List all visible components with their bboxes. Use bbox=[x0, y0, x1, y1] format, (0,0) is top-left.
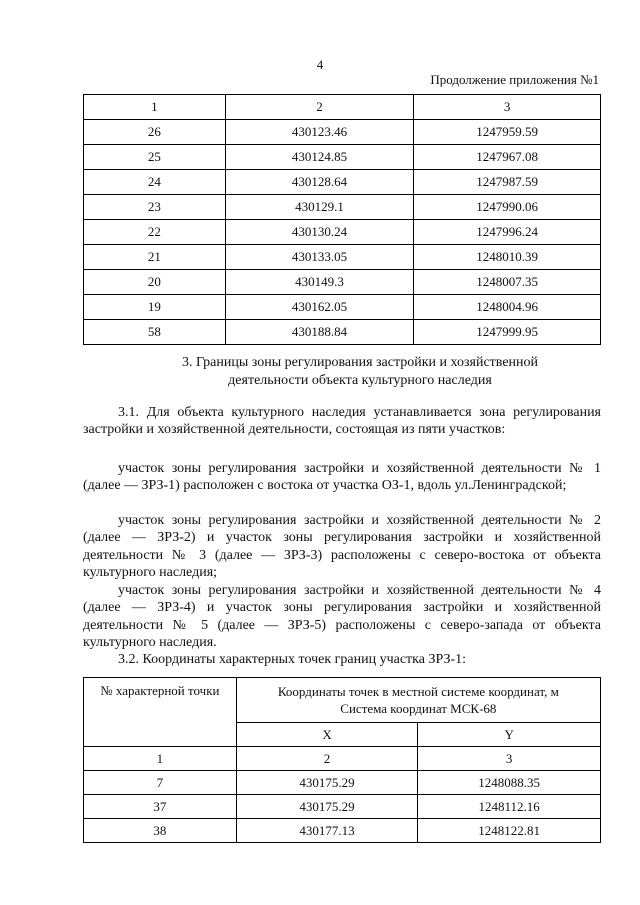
table-cell: 430149.3 bbox=[225, 270, 414, 295]
table-cell: 1247959.59 bbox=[414, 120, 601, 145]
table-row bbox=[84, 145, 601, 170]
table-cell: 1247996.24 bbox=[414, 220, 601, 245]
table-cell: 38 bbox=[84, 819, 237, 843]
paragraph-3-1 bbox=[83, 404, 601, 439]
table-row bbox=[84, 320, 601, 345]
table-cell: 1248007.35 bbox=[414, 270, 601, 295]
table-row bbox=[84, 220, 601, 245]
table-cell: 430188.84 bbox=[225, 320, 414, 345]
paragraph-zrz-2-3 bbox=[83, 512, 601, 582]
table-cell: 430123.46 bbox=[225, 120, 414, 145]
table-cell: 430128.64 bbox=[225, 170, 414, 195]
table-row bbox=[84, 170, 601, 195]
table-cell: 430133.05 bbox=[225, 245, 414, 270]
table-cell: 22 bbox=[84, 220, 226, 245]
page-number: 4 bbox=[316, 57, 324, 72]
paragraph-3-1-text: 3.1. Для объекта культурного наследия устанавливается зона регулирования застройки и хозяйственной деятельности, состоящая из пяти участков: bbox=[83, 405, 601, 438]
point-number-header: № характерной точки bbox=[84, 678, 237, 747]
table-header-row bbox=[84, 678, 601, 723]
table-cell: 37 bbox=[84, 795, 237, 819]
table-cell: 430175.29 bbox=[236, 795, 418, 819]
paragraph-zrz-4-5-text: участок зоны регулирования застройки и хозяйственной деятельности № 4 (далее — ЗРЗ-4) и участок зоны регулирования застройки и хозяйственной деятельности № 5 (далее — ЗРЗ-5) расположены с северо-запада от объекта культурного наследия. bbox=[83, 583, 601, 651]
section-title-line-1: 3. Границы зоны регулирования застройки и хозяйственной bbox=[181, 355, 539, 370]
table-cell: 430129.1 bbox=[225, 195, 414, 220]
table-row bbox=[84, 120, 601, 145]
table-row bbox=[84, 771, 601, 795]
table-cell: 430130.24 bbox=[225, 220, 414, 245]
table-cell: 1248088.35 bbox=[418, 771, 601, 795]
column-numbers-row bbox=[84, 747, 601, 771]
table-cell: 430162.05 bbox=[225, 295, 414, 320]
table-cell: 7 bbox=[84, 771, 237, 795]
y-header: Y bbox=[418, 723, 601, 747]
table-row bbox=[84, 819, 601, 843]
paragraph-3-2 bbox=[83, 651, 601, 668]
coordinates-header bbox=[236, 678, 600, 723]
paragraph-zrz-2-3-text: участок зоны регулирования застройки и хозяйственной деятельности № 2 (далее — ЗРЗ-2) и участок зоны регулирования застройки и хозяйственной деятельности № 3 (далее — ЗРЗ-3) расположены с северо-востока от объекта культурного наследия; bbox=[83, 513, 601, 581]
table-cell: 2 bbox=[225, 95, 414, 120]
section-3-title bbox=[150, 354, 570, 390]
table-cell: 25 bbox=[84, 145, 226, 170]
table-row bbox=[84, 245, 601, 270]
table-cell: 1248122.81 bbox=[418, 819, 601, 843]
table-cell: 430177.13 bbox=[236, 819, 418, 843]
table-cell: 1 bbox=[84, 95, 226, 120]
coordinates-table-zrz-1 bbox=[83, 677, 601, 843]
table-cell: 58 bbox=[84, 320, 226, 345]
coordinates-table-1 bbox=[83, 94, 601, 345]
table-row bbox=[84, 270, 601, 295]
table-row bbox=[84, 95, 601, 120]
paragraph-zrz-1-text: участок зоны регулирования застройки и хозяйственной деятельности № 1 (далее — ЗРЗ-1) расположен с востока от участка ОЗ-1, вдоль ул.Ленинградской; bbox=[83, 461, 601, 494]
table-cell: 19 bbox=[84, 295, 226, 320]
table-cell: 1248112.16 bbox=[418, 795, 601, 819]
coordinates-header-line-2: Система координат МСК-68 bbox=[340, 701, 497, 716]
section-title-line-2: деятельности объекта культурного наследия bbox=[228, 373, 492, 388]
table-cell: 430175.29 bbox=[236, 771, 418, 795]
table-row bbox=[84, 195, 601, 220]
paragraph-zrz-1 bbox=[83, 460, 601, 495]
table-cell: 20 bbox=[84, 270, 226, 295]
table-cell: 3 bbox=[418, 747, 601, 771]
table-cell: 21 bbox=[84, 245, 226, 270]
table-cell: 1247987.59 bbox=[414, 170, 601, 195]
table-cell: 1247990.06 bbox=[414, 195, 601, 220]
paragraph-3-2-text: 3.2. Координаты характерных точек границ участка ЗРЗ-1: bbox=[118, 652, 467, 667]
table-cell: 1248010.39 bbox=[414, 245, 601, 270]
table-cell: 26 bbox=[84, 120, 226, 145]
table-cell: 1248004.96 bbox=[414, 295, 601, 320]
coordinates-header-line-1: Координаты точек в местной системе координат, м bbox=[277, 684, 559, 699]
table-cell: 1247999.95 bbox=[414, 320, 601, 345]
x-header: X bbox=[236, 723, 418, 747]
table-cell: 1 bbox=[84, 747, 237, 771]
table-cell: 2 bbox=[236, 747, 418, 771]
table-cell: 1247967.08 bbox=[414, 145, 601, 170]
table-row bbox=[84, 795, 601, 819]
table-cell: 24 bbox=[84, 170, 226, 195]
appendix-label: Продолжение приложения №1 bbox=[430, 72, 599, 87]
table-row bbox=[84, 295, 601, 320]
table-cell: 23 bbox=[84, 195, 226, 220]
paragraph-zrz-4-5 bbox=[83, 582, 601, 652]
table-cell: 3 bbox=[414, 95, 601, 120]
table-cell: 430124.85 bbox=[225, 145, 414, 170]
